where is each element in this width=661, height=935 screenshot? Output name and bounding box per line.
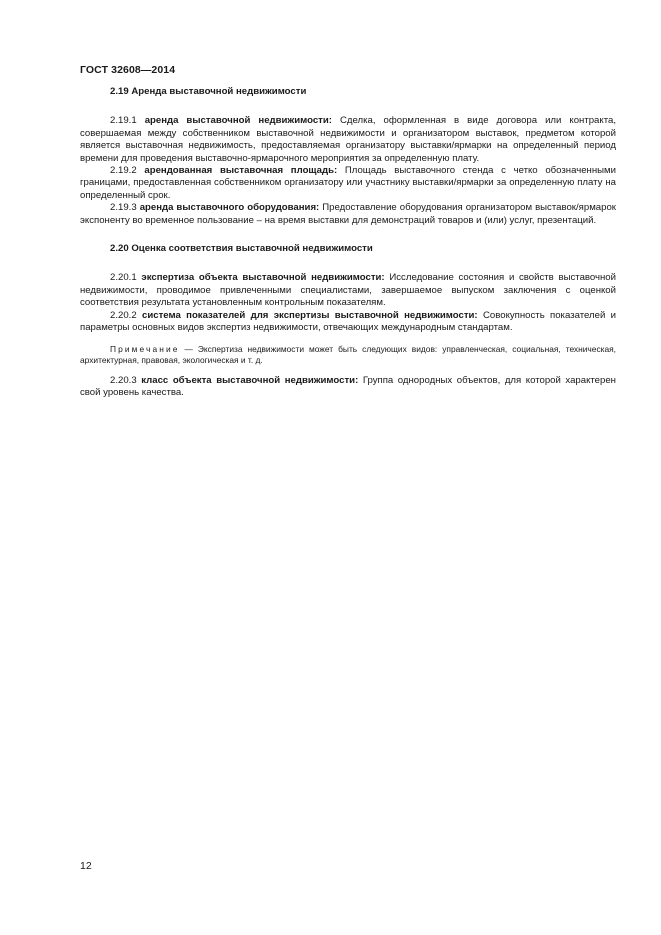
clause-text: Предоставление оборудования организатором выставок/ярмарок экспоненту во временное пользование – на время выставки для демонстраций товаров и (или) услуг, презентаций. <box>80 202 616 226</box>
clause-number: 2.19.1 <box>110 115 137 127</box>
clause-text: Группа однородных объектов, для которой характерен свой уровень качества. <box>80 374 616 398</box>
page-number: 12 <box>80 860 92 872</box>
clause-number: 2.20.2 <box>110 309 137 321</box>
clause-term: экспертиза объекта выставочной недвижимости: <box>141 272 385 284</box>
section-title-2-19: 2.19 Аренда выставочной недвижимости <box>110 86 307 97</box>
clause-number: 2.20.1 <box>110 272 137 284</box>
clause-number: 2.19.3 <box>110 202 137 214</box>
clause-text: Исследование состояния и свойств выставочной недвижимости, проводимое привлеченными специалистами, завершаемое выпуском заключения с оценкой соответствия результата установленным контрольным показателям. <box>80 272 617 309</box>
clause-2-20-3 <box>80 375 616 400</box>
clause-term: система показателей для экспертизы выставочной недвижимости: <box>142 309 478 321</box>
section-title-2-20: 2.20 Оценка соответствия выставочной недвижимости <box>110 243 373 255</box>
note-text: — Экспертиза недвижимости может быть следующих видов: управленческая, социальная, техническая, архитектурная, правовая, экологическая и т. д. <box>80 343 616 365</box>
clause-2-20-2 <box>80 310 616 335</box>
clause-term: аренда выставочной недвижимости: <box>144 115 332 127</box>
clause-text: Сделка, оформленная в виде договора или контракта, совершаемая между собственником выставочной недвижимости и организатором выставок, предметом которой является выставочная недвижимость, предоставляемая организатору выставки/ярмарки на определенный период времени для проведения выставочно-ярмарочного мероприятия за определенную плату. <box>80 115 616 164</box>
document-body <box>80 86 616 399</box>
clause-number: 2.20.3 <box>110 374 137 386</box>
clause-2-20-1 <box>80 272 616 309</box>
clause-term: класс объекта выставочной недвижимости: <box>141 374 359 386</box>
clause-2-19-2 <box>80 165 616 202</box>
clause-text: Площадь выставочного стенда с четко обозначенными границами, предоставленная собственником организатору или участнику выставки/ярмарки за определенную плату на определенный срок. <box>80 165 616 201</box>
clause-term: аренда выставочного оборудования: <box>139 202 320 214</box>
note-label: Примечание <box>110 343 180 354</box>
note <box>80 344 616 366</box>
clause-text: Совокупность показателей и параметры основных видов экспертиз недвижимости, отвечающих международным стандартам. <box>80 309 617 334</box>
clause-2-19-1 <box>80 115 616 165</box>
clause-term: арендованная выставочная площадь: <box>144 165 338 177</box>
standard-header: ГОСТ 32608—2014 <box>80 64 176 76</box>
clause-2-19-3 <box>80 202 616 227</box>
clause-number: 2.19.2 <box>110 165 137 177</box>
